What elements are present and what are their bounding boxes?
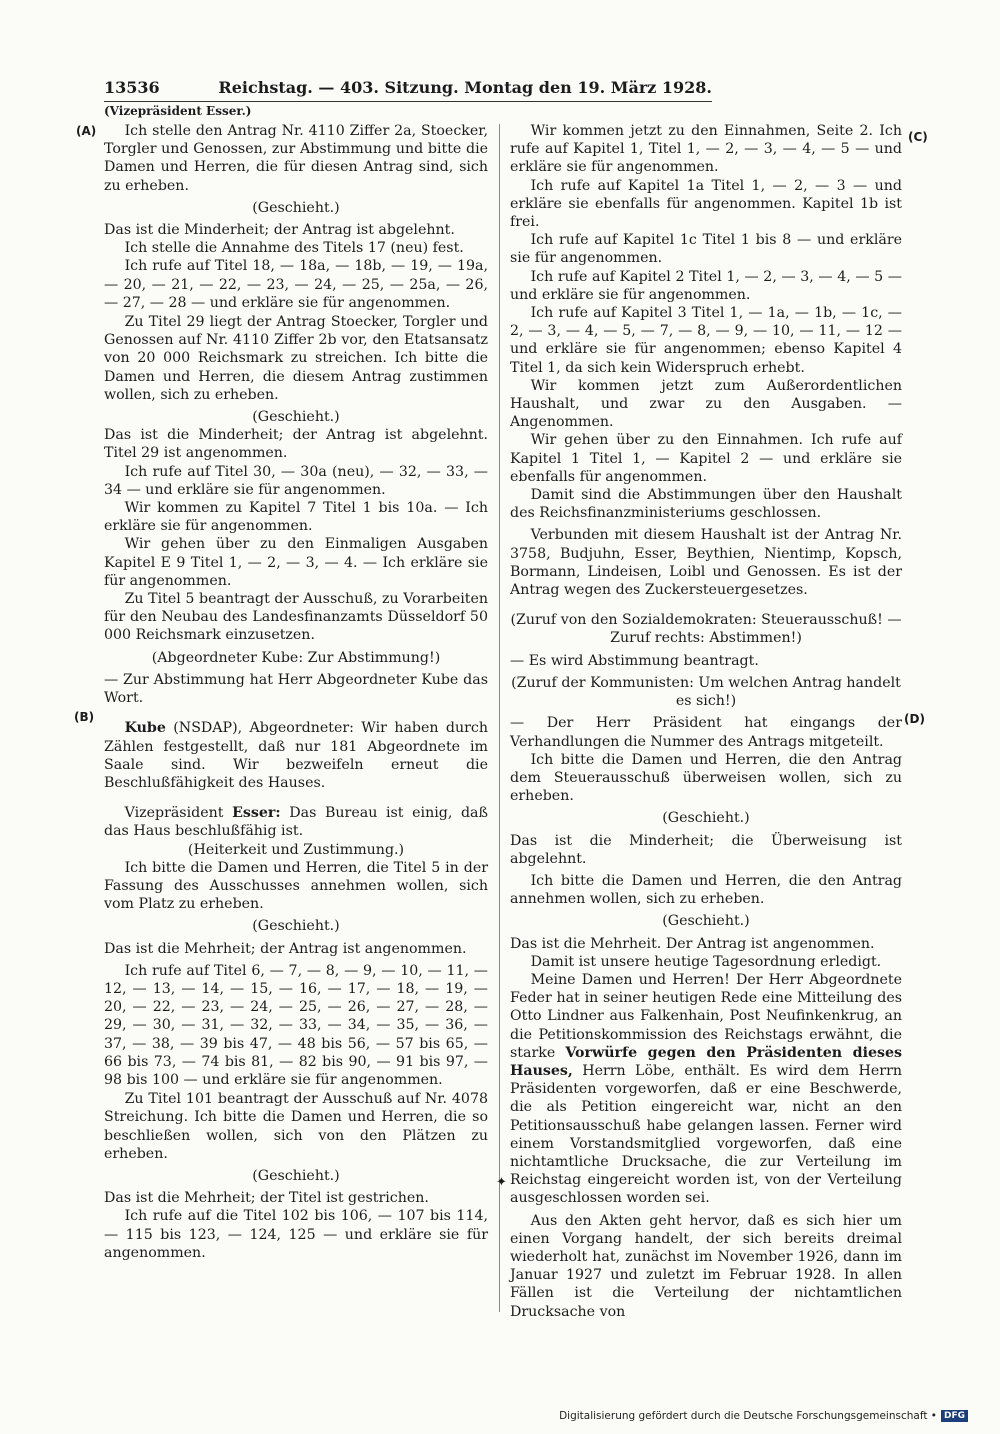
paragraph: Das ist die Minderheit; die Überweisung ist abgelehnt.: [510, 832, 902, 867]
paragraph: Zu Titel 29 liegt der Antrag Stoecker, Torgler und Genossen auf Nr. 4110 Ziffer 2b vor, den Etatsansatz von 20 000 Reichsmark zu streichen. Ich bitte die Damen und Herren, die diesem Antrag zustimmen wollen, sich zu erheben.: [104, 314, 488, 403]
left-column: [104, 122, 488, 1262]
paragraph: Ich rufe auf Titel 30, — 30a (neu), — 32, — 33, — 34 — und erkläre sie für angenommen.: [104, 463, 488, 498]
speaker-name: Esser:: [232, 805, 281, 822]
paragraph: — Zur Abstimmung hat Herr Abgeordneter Kube das Wort.: [104, 671, 488, 707]
paragraph: Damit ist unsere heutige Tagesordnung erledigt.: [530, 953, 882, 970]
running-speaker: (Vizepräsident Esser.): [104, 104, 252, 118]
paragraph: Ich bitte die Damen und Herren, die den Antrag annehmen wollen, sich zu erheben.: [510, 872, 902, 908]
paragraph: Ich rufe auf Kapitel 1a Titel 1, — 2, — 3 — und erkläre sie ebenfalls für angenommen. Kapitel 1b ist frei.: [510, 177, 902, 231]
stage-direction: (Zuruf der Kommunisten: Um welchen Antrag handelt es sich!): [511, 674, 901, 710]
footer: [559, 1410, 968, 1422]
paragraph: Wir kommen jetzt zu den Einnahmen, Seite 2. Ich rufe auf Kapitel 1, Titel 1, — 2, — 3, — 4, — 5 — und erkläre sie für angenommen.: [510, 123, 902, 176]
margin-arrow-icon: ✦: [496, 1175, 507, 1190]
paragraph: Ich rufe auf Kapitel 3 Titel 1, — 1a, — 1b, — 1c, — 2, — 3, — 4, — 5, — 7, — 8, — 9, — 10, — 11, — 12 — und erkläre sie für angenommen; ebenso Kapitel 4 Titel 1, da sich kein Widerspruch erhebt.: [510, 305, 902, 376]
paragraph: Verbunden mit diesem Haushalt ist der Antrag Nr. 3758, Budjuhn, Esser, Beythien, Nientimp, Kopsch, Bormann, Lindeisen, Loibl und Genossen. Es ist der Antrag wegen des Zuckersteuergesetzes.: [510, 527, 902, 599]
paragraph: — Es wird Abstimmung beantragt.: [510, 652, 759, 669]
paragraph: Zu Titel 5 beantragt der Ausschuß, zu Vorarbeiten für den Neubau des Landesfinanzamts Düsseldorf 50 000 Reichsmark einzusetzen.: [104, 591, 488, 644]
stage-direction: (Geschieht.): [252, 918, 340, 935]
stage-direction: (Zuruf von den Sozialdemokraten: Steuerausschuß! — Zuruf rechts: Abstimmen!): [510, 612, 902, 647]
stage-direction: (Geschieht.): [252, 409, 340, 426]
page-header: [104, 74, 712, 102]
dfg-logo: DFG: [941, 1410, 968, 1422]
column-divider: [499, 124, 500, 1312]
right-column: [510, 122, 902, 1321]
paragraph: Ich bitte die Damen und Herren, die den Antrag dem Steuerausschuß überweisen wollen, sich zu erheben.: [510, 751, 902, 805]
paragraph: Das ist die Mehrheit; der Titel ist gestrichen.: [104, 1190, 429, 1207]
paragraph: Das ist die Minderheit; der Antrag ist abgelehnt. Titel 29 ist angenommen.: [104, 427, 488, 462]
speech-kube: Kube (NSDAP), Abgeordneter: Wir haben durch Zählen festgestellt, daß nur 181 Abgeordnete im Saale sind. Wir bezweifeln erneut die Beschlußfähigkeit des Hauses.: [104, 720, 488, 791]
paragraph: Das ist die Minderheit; der Antrag ist abgelehnt.: [104, 222, 455, 239]
paragraph: Ich rufe auf Titel 18, — 18a, — 18b, — 19, — 19a, — 20, — 21, — 22, — 23, — 24, — 25, — 25a, — 26, — 27, — 28 — und erkläre sie für angenommen.: [104, 258, 488, 311]
paragraph: Aus den Akten geht hervor, daß es sich hier um einen Vorgang handelt, der sich bereits dreimal wiederholt hat, zunächst im November 1926, dann im Januar 1927 und zuletzt im Februar 1928. In allen Fällen ist die Verteilung der nichtamtlichen Drucksache von: [510, 1212, 902, 1320]
paragraph: Das ist die Mehrheit; der Antrag ist angenommen.: [104, 940, 467, 957]
paragraph: — Der Herr Präsident hat eingangs der Verhandlungen die Nummer des Antrags mitgeteilt.: [510, 715, 902, 750]
paragraph: Wir kommen jetzt zum Außerordentlichen Haushalt, und zwar zu den Ausgaben. — Angenommen.: [510, 377, 902, 431]
paragraph: Wir gehen über zu den Einnahmen. Ich rufe auf Kapitel 1 Titel 1, — Kapitel 2 — und erkläre sie ebenfalls für angenommen.: [510, 432, 902, 485]
paragraph: Ich bitte die Damen und Herren, die Titel 5 in der Fassung des Ausschusses annehmen wollen, sich vom Platz zu erheben.: [104, 859, 488, 913]
margin-marker-d: (D): [904, 712, 925, 726]
paragraph: Ich rufe auf Kapitel 2 Titel 1, — 2, — 3, — 4, — 5 — und erkläre sie für angenommen.: [510, 268, 902, 303]
paragraph: Ich rufe auf Titel 6, — 7, — 8, — 9, — 10, — 11, — 12, — 13, — 14, — 15, — 16, — 17, — 18, — 19, — 20, — 22, — 23, — 24, — 25, — 26, — 27, — 28, — 29, — 30, — 31, — 32, — 33, — 34, — 35, — 36, — 37, — 38, — 39 bis 47, — 48 bis 56, — 57 bis 65, — 66 bis 73, — 74 bis 81, — 82 bis 90, — 91 bis 97, — 98 bis 100 — und erkläre sie für angenommen.: [104, 962, 488, 1088]
stage-direction: (Heiterkeit und Zustimmung.): [187, 841, 405, 858]
stage-direction: (Geschieht.): [252, 199, 340, 216]
paragraph: Zu Titel 101 beantragt der Ausschuß auf Nr. 4078 Streichung. Ich bitte die Damen und Herren, die so beschließen wollen, sich von den Plätzen zu erheben.: [104, 1091, 488, 1162]
margin-marker-a: (A): [76, 124, 97, 138]
emphasis-text: Vorwürfe gegen den Präsidenten dieses Hauses,: [510, 1044, 902, 1079]
paragraph: Das ist die Mehrheit. Der Antrag ist angenommen.: [510, 935, 875, 952]
speaker-name: Kube: [124, 720, 166, 737]
page-number: 13536: [104, 78, 160, 97]
stage-direction: (Abgeordneter Kube: Zur Abstimmung!): [151, 649, 441, 666]
stage-direction: (Geschieht.): [662, 810, 750, 827]
stage-direction: (Geschieht.): [252, 1167, 340, 1184]
stage-direction: (Geschieht.): [662, 913, 750, 930]
page-title: Reichstag. — 403. Sitzung. Montag den 19. März 1928.: [218, 78, 712, 97]
footer-text: Digitalisierung gefördert durch die Deutsche Forschungsgemeinschaft •: [559, 1410, 937, 1422]
paragraph: Ich stelle die Annahme des Titels 17 (neu) fest.: [124, 240, 464, 257]
paragraph: Wir gehen über zu den Einmaligen Ausgaben Kapitel E 9 Titel 1, — 2, — 3, — 4. — Ich erkläre sie für angenommen.: [104, 536, 488, 589]
header-rule: [104, 101, 712, 102]
margin-marker-c: (C): [908, 130, 928, 144]
paragraph: Wir kommen zu Kapitel 7 Titel 1 bis 10a. — Ich erkläre sie für angenommen.: [104, 500, 488, 535]
paragraph: Damit sind die Abstimmungen über den Haushalt des Reichsfinanzministeriums geschlossen.: [510, 487, 902, 522]
paragraph: Ich rufe auf die Titel 102 bis 106, — 107 bis 114, — 115 bis 123, — 124, 125 — und erkläre sie für angenommen.: [104, 1208, 488, 1261]
paragraph: Meine Damen und Herren! Der Herr Abgeordnete Feder hat in seiner heutigen Rede eine Mitteilung des Otto Lindner aus Falkenhain, Post Neufinkenkrug, an die Petitionskommission des Reichstags erwähnt, die starke Vorwürfe gegen den Präsidenten dieses Hauses, Herrn Löbe, enthält. Es wird dem Herrn Präsidenten vorgeworfen, daß er eine Beschwerde, die als Petition eingereicht war, nicht an den Petitionsausschuß habe gelangen lassen. Ferner wird einem Vorstandsmitglied vorgeworfen, daß eine nichtamtliche Drucksache, die zur Verteilung im Reichstag eingereicht worden ist, von der Verteilung ausgeschlossen worden sei.: [510, 971, 902, 1207]
margin-marker-b: (B): [74, 710, 95, 724]
paragraph: Ich rufe auf Kapitel 1c Titel 1 bis 8 — und erkläre sie für angenommen.: [510, 232, 902, 267]
paragraph: Ich stelle den Antrag Nr. 4110 Ziffer 2a, Stoecker, Torgler und Genossen, zur Abstimmung und bitte die Damen und Herren, die für diesen Antrag sind, sich zu erheben.: [104, 123, 488, 194]
speech-vizepraesident: Vizepräsident Esser: Das Bureau ist einig, daß das Haus beschlußfähig ist.: [104, 805, 488, 840]
